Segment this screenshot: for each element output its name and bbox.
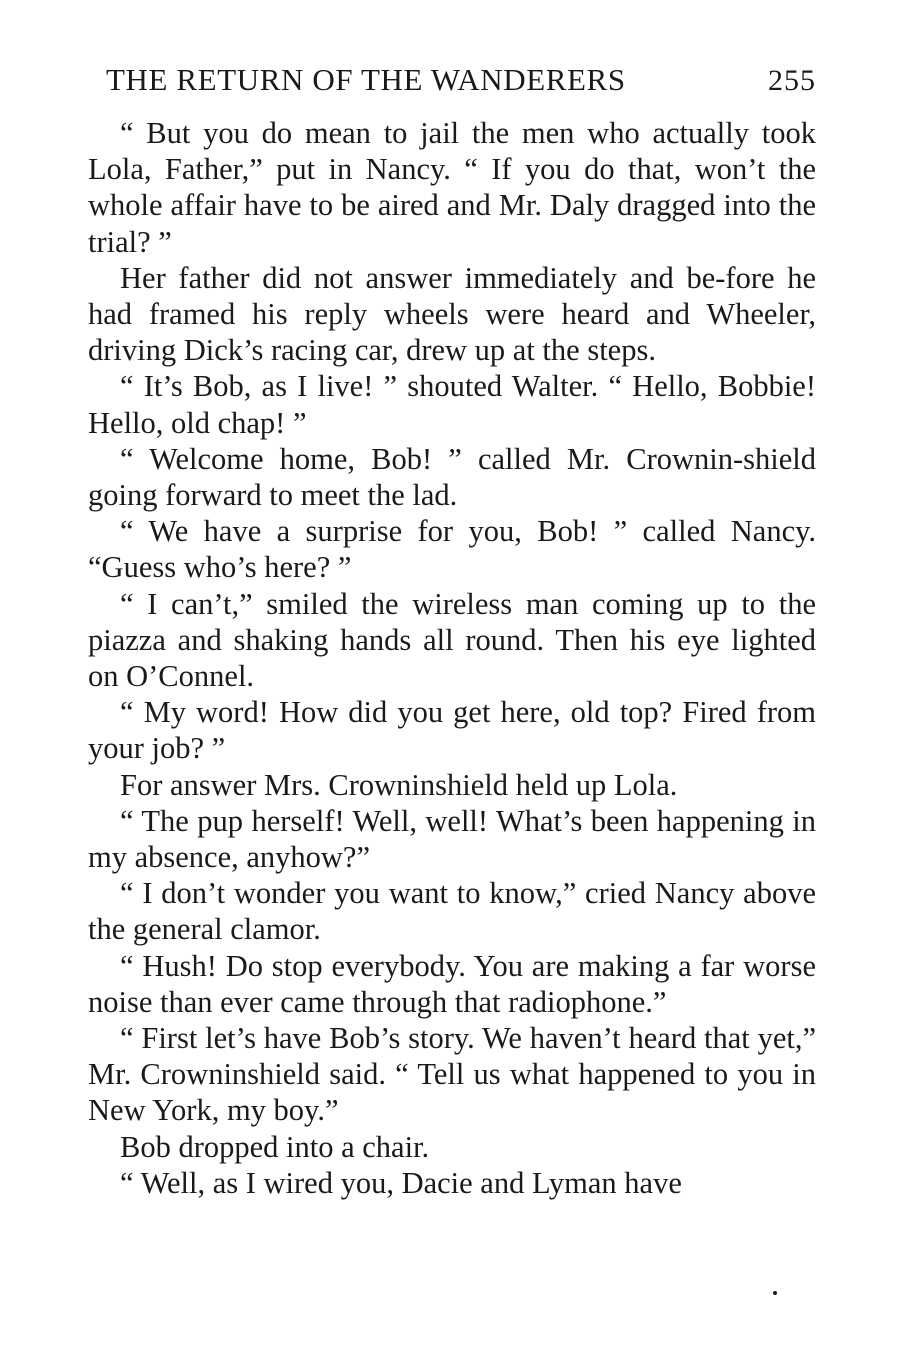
paragraph-10: “ I don’t wonder you want to know,” cried Nancy above the general clamor.	[88, 876, 816, 947]
running-title: THE RETURN OF THE WANDERERS	[106, 62, 626, 97]
running-head	[106, 60, 816, 101]
paragraph-3: “ It’s Bob, as I live! ” shouted Walter. “ Hello, Bobbie! Hello, old chap! ”	[88, 369, 816, 440]
paragraph-11: “ Hush! Do stop everybody. You are making a far worse noise than ever came through that radiophone.”	[88, 948, 816, 1019]
paragraph-4: “ Welcome home, Bob! ” called Mr. Crownin-shield going forward to meet the lad.	[88, 441, 816, 513]
paragraph-9: “ The pup herself! Well, well! What’s been happening in my absence, anyhow?”	[88, 803, 816, 875]
paragraph-2: Her father did not answer immediately and be-fore he had framed his reply wheels were heard and Wheeler, driving Dick’s racing car, drew up at the steps.	[88, 260, 816, 368]
paragraph-5: “ We have a surprise for you, Bob! ” called Nancy. “Guess who’s here? ”	[88, 514, 816, 585]
printer-mark	[773, 1291, 777, 1295]
paragraph-7: “ My word! How did you get here, old top? Fired from your job? ”	[88, 695, 816, 766]
paragraph-8: For answer Mrs. Crowninshield held up Lola.	[120, 767, 678, 802]
paragraph-14: “ Well, as I wired you, Dacie and Lyman have	[120, 1165, 682, 1200]
paragraph-13: Bob dropped into a chair.	[120, 1129, 430, 1164]
paragraph-12: “ First let’s have Bob’s story. We haven’t heard that yet,” Mr. Crowninshield said. “ Tell us what happened to you in New York, my boy.”	[88, 1021, 816, 1128]
body-text	[88, 115, 816, 1201]
page-number: 255	[768, 64, 816, 97]
paragraph-6: “ I can’t,” smiled the wireless man coming up to the piazza and shaking hands all round. Then his eye lighted on O’Connel.	[88, 586, 816, 694]
paragraph-1: “ But you do mean to jail the men who actually took Lola, Father,” put in Nancy. “ If you do that, won’t the whole affair have to be aired and Mr. Daly dragged into the trial? ”	[88, 116, 816, 259]
book-page	[88, 60, 816, 1201]
